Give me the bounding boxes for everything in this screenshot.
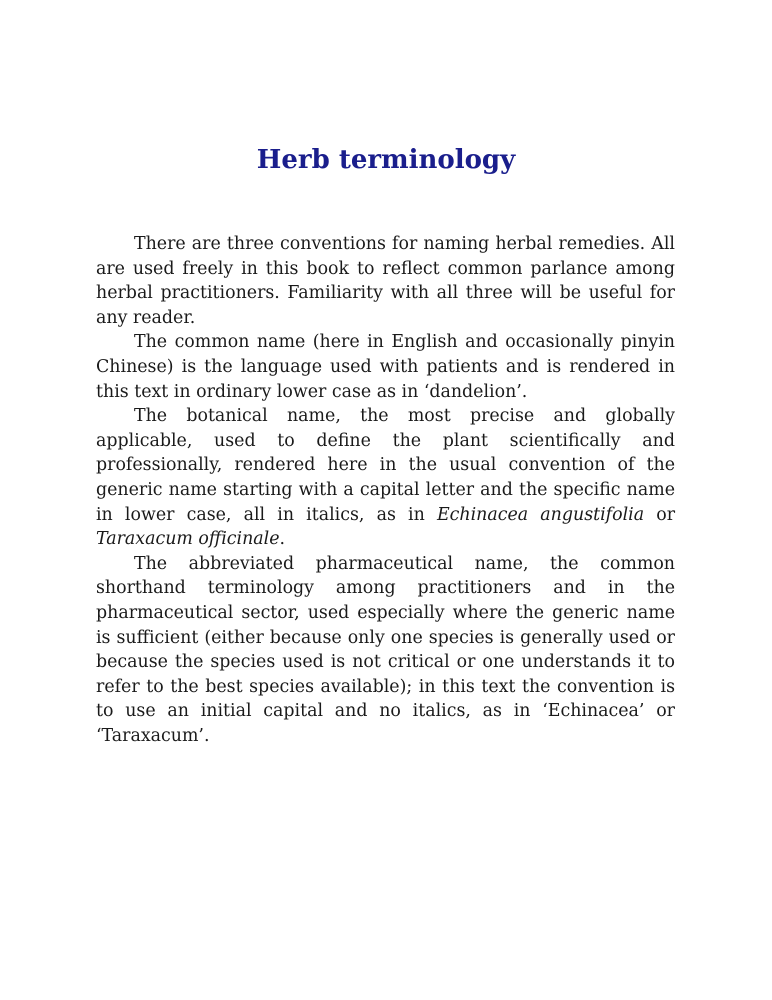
paragraph-conventions: There are three conventions for naming herbal remedies. All are used freely in this book to reflect common parlance among herbal practitioners. Familiarity with all three will be useful for any reader. <box>96 234 675 328</box>
paragraph-botanical-name <box>96 404 675 552</box>
botanical-text-middle: or <box>644 504 676 525</box>
paragraph-common-name: The common name (here in English and occasionally pinyin Chinese) is the language used with patients and is rendered in this text in ordinary lower case as in ‘dandelion’. <box>96 332 675 402</box>
page-title: Herb terminology <box>256 145 516 175</box>
botanical-text-after: . <box>279 529 286 550</box>
body-text <box>96 232 675 748</box>
paragraph-pharmaceutical-name: The abbreviated pharmaceutical name, the common shorthand terminology among practitioners and in the pharmaceutical sector, used especially where the generic name is sufficient (either because only one species is generally used or because the species used is not critical or one understands it to refer to the best species available); in this text the convention is to use an initial capital and no italics, as in ‘Echinacea’ or ‘Taraxacum’. <box>96 553 675 746</box>
botanical-example-taraxacum: Taraxacum officinale <box>96 529 280 550</box>
botanical-text-before: The botanical name, the most precise and globally applicable, used to define the plant scientifically and professionally, rendered here in the usual convention of the generic name starting with a capital letter and the specific name in lower case, all in italics, as in <box>96 406 675 525</box>
botanical-example-echinacea: Echinacea angustifolia <box>436 504 645 525</box>
